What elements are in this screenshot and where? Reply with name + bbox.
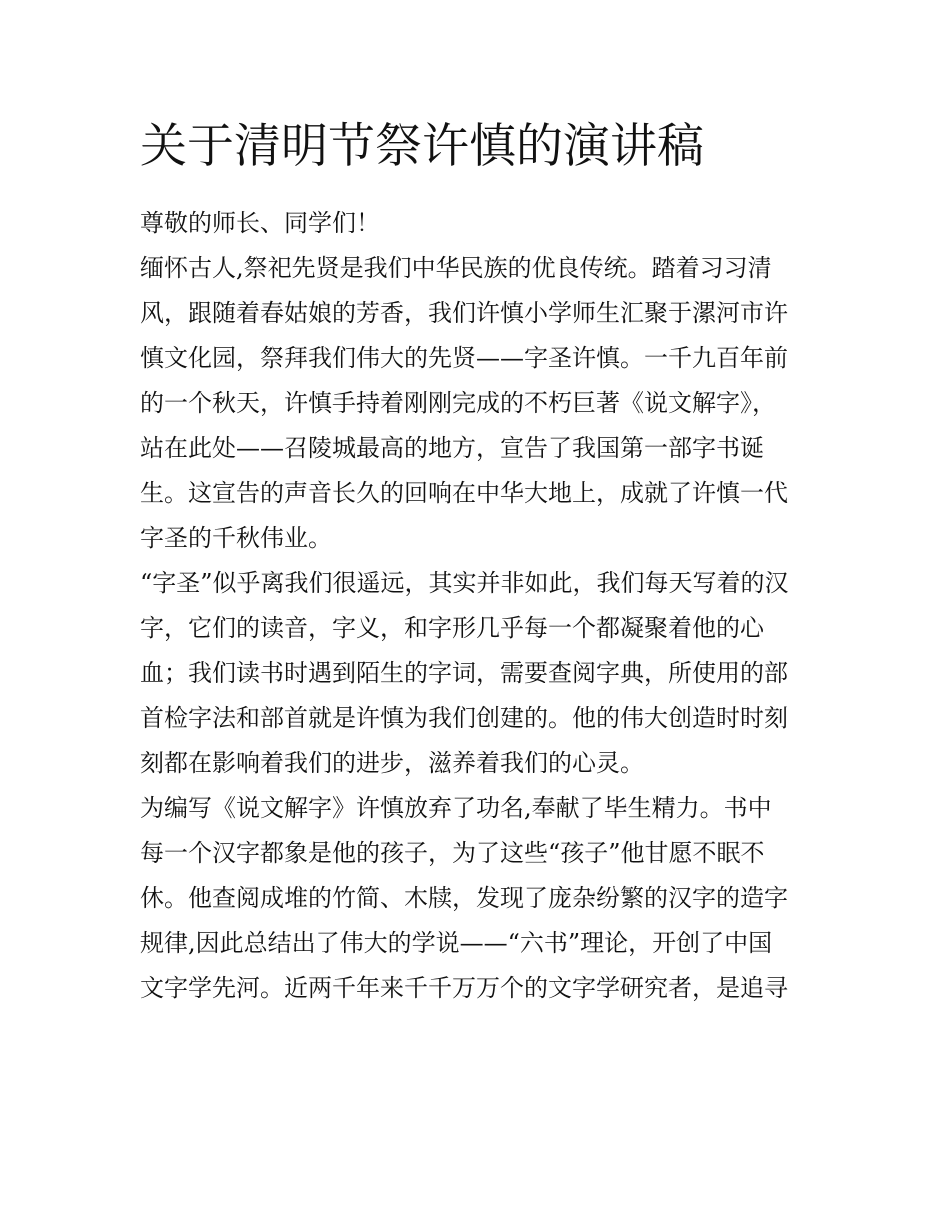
text-line: 每一个汉字都象是他的孩子，为了这些“孩子”他甘愿不眠不 xyxy=(140,839,765,867)
text-line: 风，跟随着春姑娘的芳香，我们许慎小学师生汇聚于漯河市许 xyxy=(140,299,788,327)
text-line: 为编写《说文解字》许慎放弃了功名,奉献了毕生精力。书中 xyxy=(140,794,772,822)
text-line: 慎文化园，祭拜我们伟大的先贤——字圣许慎。一千九百年前 xyxy=(140,344,788,372)
text-line: 字圣的千秋伟业。 xyxy=(140,524,332,552)
text-line: 生。这宣告的声音长久的回响在中华大地上，成就了许慎一代 xyxy=(140,479,788,507)
text-line: 休。他查阅成堆的竹简、木牍，发现了庞杂纷繁的汉字的造字 xyxy=(140,884,788,912)
text-line: 站在此处——召陵城最高的地方，宣告了我国第一部字书诞 xyxy=(140,434,764,462)
text-line: 字，它们的读音，字义，和字形几乎每一个都凝聚着他的心 xyxy=(140,614,764,642)
text-line-greeting: 尊敬的师长、同学们！ xyxy=(140,209,380,237)
text-line: 首检字法和部首就是许慎为我们创建的。他的伟大创造时时刻 xyxy=(140,704,788,732)
text-line: 文字学先河。近两千年来千千万万个的文字学研究者，是追寻 xyxy=(140,974,788,1002)
text-line: 缅怀古人,祭祀先贤是我们中华民族的优良传统。踏着习习清 xyxy=(140,254,772,282)
speech-body xyxy=(140,201,820,1011)
text-line: “字圣”似乎离我们很遥远，其实并非如此，我们每天写着的汉 xyxy=(140,569,789,597)
text-line: 的一个秋天，许慎手持着刚刚完成的不朽巨著《说文解字》， xyxy=(140,389,776,417)
text-line: 血；我们读书时遇到陌生的字词，需要查阅字典，所使用的部 xyxy=(140,659,788,687)
page-title: 关于清明节祭许慎的演讲稿 xyxy=(140,119,704,174)
text-line: 规律,因此总结出了伟大的学说——“六书”理论，开创了中国 xyxy=(140,929,773,957)
text-line: 刻都在影响着我们的进步，滋养着我们的心灵。 xyxy=(140,749,644,777)
